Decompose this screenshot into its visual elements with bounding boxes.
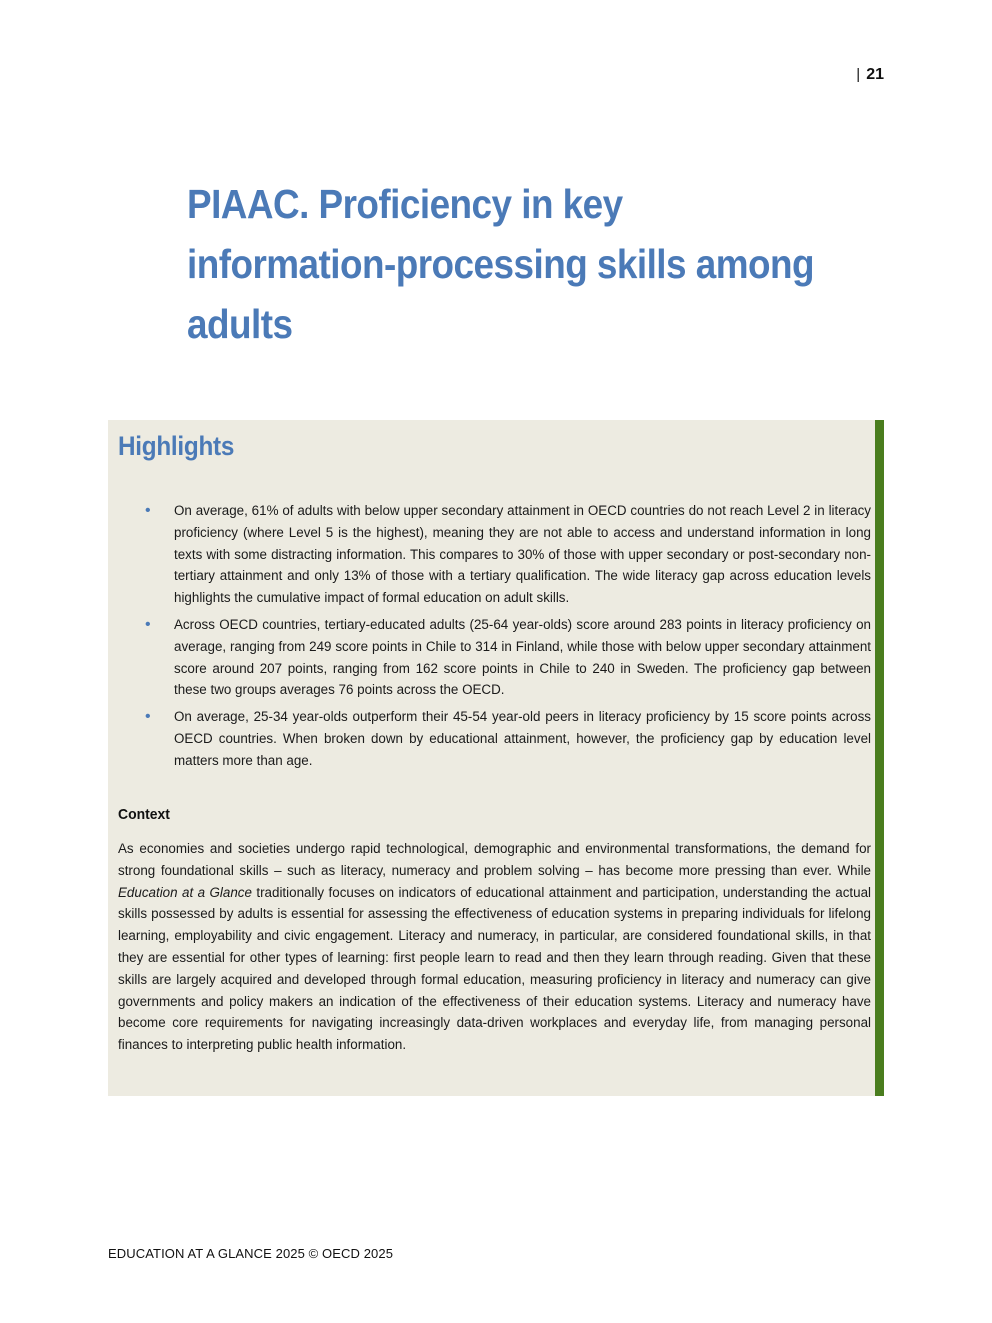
highlight-item [118,500,871,609]
highlight-text: On average, 61% of adults with below upper secondary attainment in OECD countries do not reach Level 2 in literacy proficiency (where Level 5 is the highest), meaning they are not able to access and understand information in long texts with some distracting information. This compares to 30% of those with upper secondary or post-secondary non-tertiary attainment and only 13% of those with a tertiary qualification. The wide literacy gap across education levels highlights the cumulative impact of formal education on adult skills. [174,503,871,606]
highlight-text: Across OECD countries, tertiary-educated adults (25-64 year-olds) score around 283 points in literacy proficiency on average, ranging from 249 score points in Chile to 314 in Finland, while those with below upper secondary attainment score around 207 points, ranging from 162 score points in Chile to 240 in Sweden. The proficiency gap between these two groups averages 76 points across the OECD. [174,616,871,698]
context-text-part-2: traditionally focuses on indicators of educational attainment and participation, understanding the actual skills possessed by adults is essential for assessing the effectiveness of education systems in preparing individuals for lifelong learning, employability and civic engagement. Literacy and numeracy, in particular, are considered foundational skills, in that they are essential for other types of learning: first people learn to read and then they learn through reading. Given that these skills are largely acquired and developed through formal education, measuring proficiency in literacy and numeracy can give governments and policy makers an indication of the effectiveness of their education systems. Literacy and numeracy have become core requirements for navigating increasingly data-driven workplaces and everyday life, from managing personal finances to interpreting public health information. [118,884,872,1053]
footer-copyright: EDUCATION AT A GLANCE 2025 © OECD 2025 [108,1246,394,1261]
page-number [856,66,884,84]
page-number-separator: | [856,66,861,83]
highlights-accent-bar [875,420,884,1096]
page-number-value: 21 [866,66,884,83]
bullet-icon: • [145,615,151,633]
highlight-text: On average, 25-34 year-olds outperform their 45-54 year-old peers in literacy proficiency by 15 score points across OECD countries. When broken down by educational attainment, however, the proficiency gap by education level matters more than age. [174,709,871,768]
highlight-item [118,706,871,771]
chapter-title: PIAAC. Proficiency in key information-processing skills among adults [187,181,814,347]
bullet-icon: • [145,708,151,726]
context-text-part-1: As economies and societies undergo rapid technological, demographic and environmental transformations, the demand for strong foundational skills – such as literacy, numeracy and problem solving – has become more pressing than ever. While [118,841,871,878]
publication-title: Education at a Glance [118,884,252,900]
context-heading: Context [118,806,170,823]
bullet-icon: • [145,502,151,519]
highlights-heading: Highlights [118,431,235,461]
highlight-item [118,614,871,701]
context-paragraph [118,838,871,1056]
highlights-list [118,500,871,777]
